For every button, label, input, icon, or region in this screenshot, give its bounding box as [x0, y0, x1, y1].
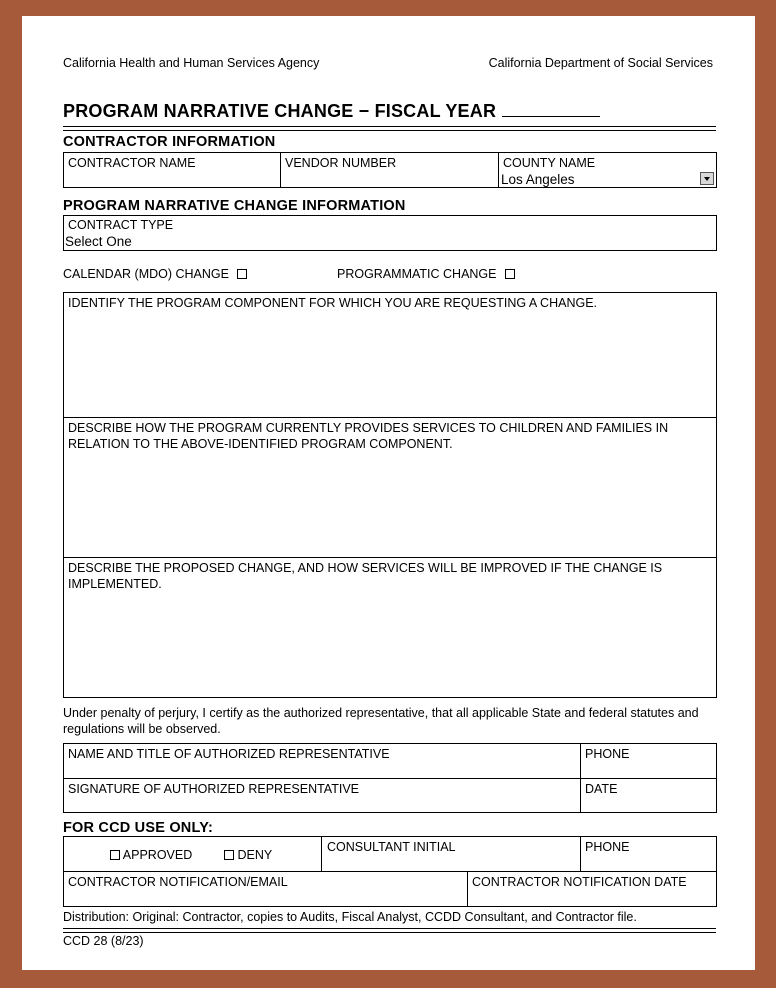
deny-checkbox[interactable]: [224, 850, 234, 860]
notification-date-field[interactable]: [469, 890, 714, 904]
program-component-field[interactable]: [68, 295, 713, 415]
table-divider: [498, 152, 499, 188]
table-divider: [63, 778, 717, 779]
table-divider: [321, 836, 322, 871]
chevron-down-icon[interactable]: [700, 172, 714, 185]
phone-field[interactable]: [582, 762, 714, 776]
signature-label: SIGNATURE OF AUTHORIZED REPRESENTATIVE: [68, 782, 360, 796]
ccd-use-heading: FOR CCD USE ONLY:: [63, 820, 214, 836]
date-label: DATE: [585, 782, 618, 796]
name-title-label: NAME AND TITLE OF AUTHORIZED REPRESENTATIVE: [68, 747, 390, 761]
county-name-value: Los Angeles: [501, 172, 575, 187]
form-page: [22, 16, 755, 970]
form-title: [63, 100, 600, 122]
contractor-name-field[interactable]: [68, 172, 276, 187]
ccd-phone-field[interactable]: [582, 855, 714, 869]
table-divider: [580, 836, 581, 871]
name-title-field[interactable]: [65, 762, 577, 776]
vendor-number-field[interactable]: [285, 172, 493, 187]
approved-option[interactable]: [110, 848, 192, 862]
change-info-heading: PROGRAM NARRATIVE CHANGE INFORMATION: [63, 198, 406, 214]
calendar-change-label: CALENDAR (MDO) CHANGE: [63, 267, 229, 281]
contract-type-select[interactable]: Select One: [65, 234, 132, 249]
contract-type-label: CONTRACT TYPE: [68, 218, 174, 232]
left-agency-name: California Health and Human Services Agency: [63, 56, 320, 70]
proposed-change-question: DESCRIBE THE PROPOSED CHANGE, AND HOW SERVICES WILL BE IMPROVED IF THE CHANGE IS IMPLEMENTED.: [68, 561, 663, 591]
approved-label: APPROVED: [122, 848, 193, 862]
programmatic-change-option[interactable]: [337, 267, 515, 281]
table-divider: [467, 871, 468, 907]
right-agency-name: California Department of Social Services: [488, 56, 713, 70]
programmatic-change-checkbox[interactable]: [505, 269, 515, 279]
ccd-phone-label: PHONE: [585, 840, 630, 854]
current-services-field[interactable]: [68, 420, 713, 555]
programmatic-change-label: PROGRAMMATIC CHANGE: [337, 267, 497, 281]
table-divider: [580, 743, 581, 813]
table-divider: [63, 871, 717, 872]
form-title-text: PROGRAM NARRATIVE CHANGE − FISCAL YEAR: [63, 101, 497, 121]
deny-label: DENY: [237, 848, 273, 862]
phone-label: PHONE: [585, 747, 630, 761]
notification-email-field[interactable]: [65, 890, 464, 904]
title-divider: [63, 126, 716, 131]
approved-checkbox[interactable]: [110, 850, 120, 860]
proposed-change-field[interactable]: [68, 560, 713, 695]
certification-statement: Under penalty of perjury, I certify as the authorized representative, that all applicable State and federal statutes and regulations will be observed.: [63, 706, 699, 736]
notification-date-label: CONTRACTOR NOTIFICATION DATE: [472, 875, 687, 889]
date-field[interactable]: [582, 796, 714, 811]
vendor-number-label: VENDOR NUMBER: [285, 156, 397, 170]
distribution-note: Distribution: Original: Contractor, copies to Audits, Fiscal Analyst, CCDD Consultant, and Contractor file.: [63, 910, 637, 924]
footer-divider: [63, 928, 716, 933]
deny-option[interactable]: [224, 848, 272, 862]
fiscal-year-blank[interactable]: [502, 100, 600, 117]
current-services-question: DESCRIBE HOW THE PROGRAM CURRENTLY PROVIDES SERVICES TO CHILDREN AND FAMILIES IN RELATION TO THE ABOVE-IDENTIFIED PROGRAM COMPONENT.: [68, 421, 669, 451]
county-name-label: COUNTY NAME: [503, 156, 596, 170]
table-divider: [280, 152, 281, 188]
signature-field[interactable]: [65, 796, 577, 811]
narrative-divider: [63, 557, 717, 558]
program-component-question: IDENTIFY THE PROGRAM COMPONENT FOR WHICH YOU ARE REQUESTING A CHANGE.: [68, 296, 598, 310]
calendar-change-option[interactable]: [63, 267, 247, 281]
contractor-name-label: CONTRACTOR NAME: [68, 156, 196, 170]
notification-email-label: CONTRACTOR NOTIFICATION/EMAIL: [68, 875, 288, 889]
contractor-info-heading: CONTRACTOR INFORMATION: [63, 134, 276, 150]
narrative-divider: [63, 417, 717, 418]
consultant-initial-field[interactable]: [323, 855, 577, 869]
calendar-change-checkbox[interactable]: [237, 269, 247, 279]
consultant-initial-label: CONSULTANT INITIAL: [327, 840, 456, 854]
form-number: CCD 28 (8/23): [63, 934, 144, 948]
county-name-dropdown[interactable]: [500, 171, 716, 187]
